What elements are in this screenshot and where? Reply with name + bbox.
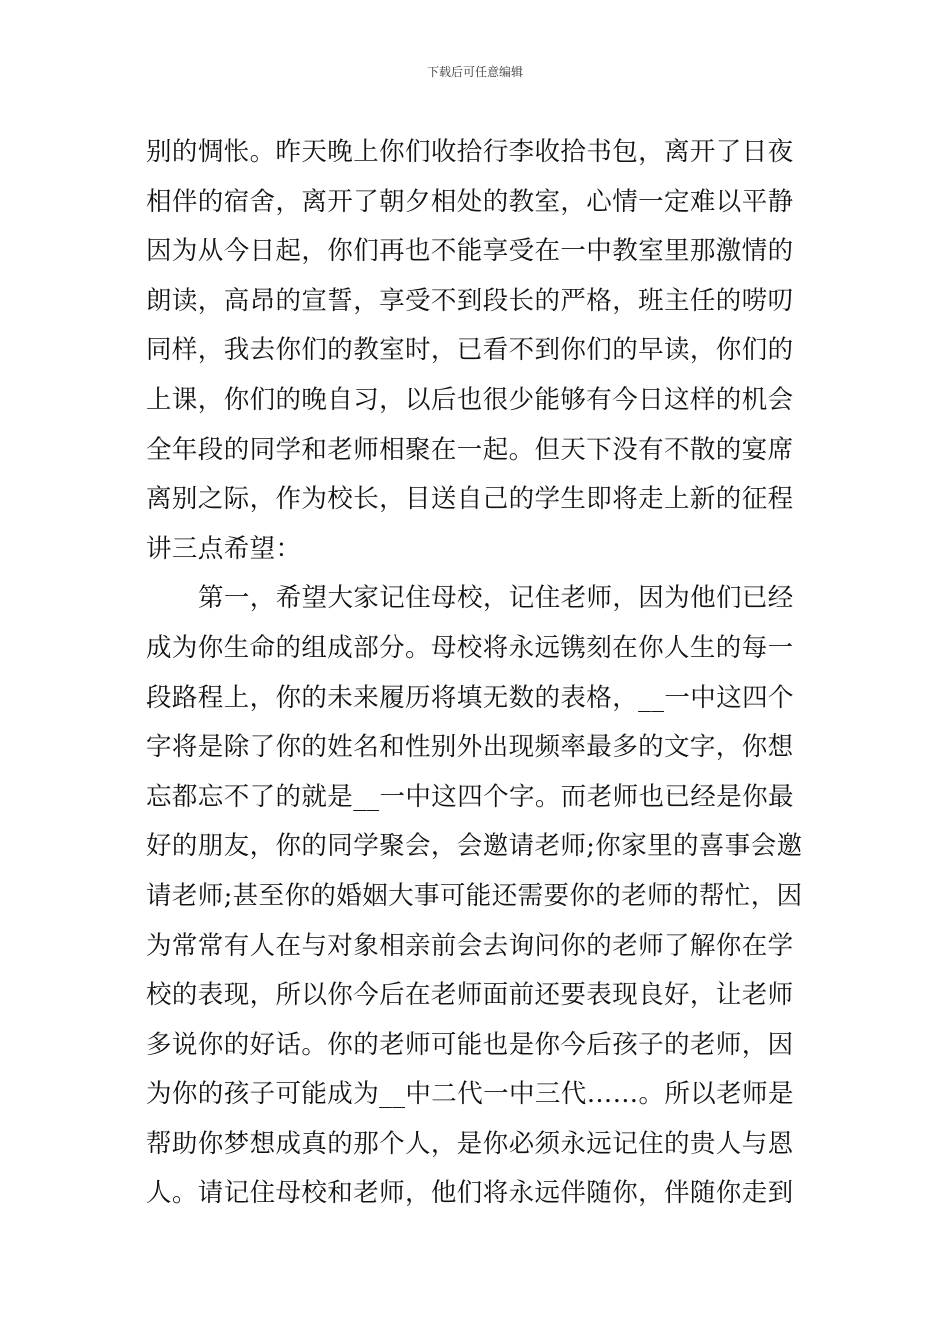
text-line: 忘都忘不了的就是__一中这四个字。而老师也已经是你最 [146,781,794,812]
text-line: 成为你生命的组成部分。母校将永远镌刻在你人生的每一 [146,632,794,663]
text-line: 朗读，高昂的宣誓，享受不到段长的严格，班主任的唠叨 [146,285,794,316]
text-line: 因为从今日起，你们再也不能享受在一中教室里那激情的 [146,236,794,267]
text-line: 多说你的好话。你的老师可能也是你今后孩子的老师，因 [146,1029,794,1060]
text-line: 为常常有人在与对象相亲前会去询问你的老师了解你在学 [146,930,794,961]
page-header: 下载后可任意编辑 [426,65,523,79]
text-line: 人。请记住母校和老师，他们将永远伴随你，伴随你走到 [146,1178,794,1209]
text-line: 段路程上，你的未来履历将填无数的表格，__一中这四个 [146,682,794,713]
text-line: 讲三点希望： [146,533,302,564]
text-line: 同样，我去你们的教室时，已看不到你们的早读，你们的 [146,335,794,366]
text-line: 相伴的宿舍，离开了朝夕相处的教室，心情一定难以平静 [146,186,794,217]
text-line: 好的朋友，你的同学聚会，会邀请老师;你家里的喜事会邀 [146,831,803,862]
text-line: 全年段的同学和老师相聚在一起。但天下没有不散的宴席 [146,434,794,465]
text-line: 校的表现，所以你今后在老师面前还要表现良好，让老师 [146,980,794,1011]
text-line: 上课，你们的晚自习，以后也很少能够有今日这样的机会 [146,384,794,415]
text-line: 帮助你梦想成真的那个人，是你必须永远记住的贵人与恩 [146,1128,794,1159]
text-line: 别的惆怅。昨天晚上你们收拾行李收拾书包，离开了日夜 [146,137,794,167]
text-line: 为你的孩子可能成为__中二代一中三代……。所以老师是 [146,1079,794,1110]
document-body [146,128,808,1219]
text-line: 字将是除了你的姓名和性别外出现频率最多的文字，你想 [146,732,794,763]
text-line: 请老师;甚至你的婚姻大事可能还需要你的老师的帮忙，因 [146,880,803,911]
paragraph-first-line: 第一，希望大家记住母校，记住老师，因为他们已经 [198,583,794,614]
text-line: 离别之际，作为校长，目送自己的学生即将走上新的征程 [146,484,794,515]
